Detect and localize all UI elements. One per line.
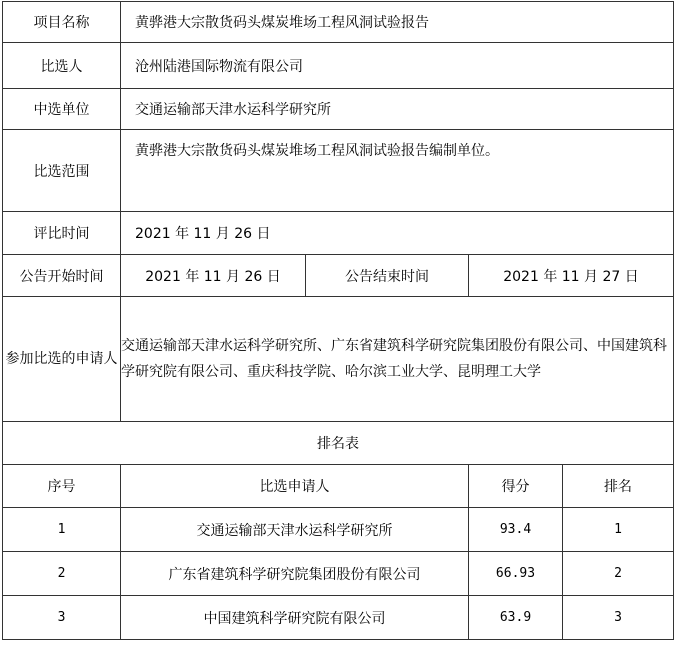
result-table bbox=[2, 1, 674, 640]
row-project bbox=[3, 2, 674, 43]
ranking-header-score: 得分 bbox=[469, 465, 563, 508]
ranking-header-rank: 排名 bbox=[563, 465, 674, 508]
applicant-label: 比选人 bbox=[3, 43, 121, 89]
participants-value: 交通运输部天津水运科学研究所、广东省建筑科学研究院集团股份有限公司、中国建筑科学研究院有限公司、重庆科技学院、哈尔滨工业大学、昆明理工大学 bbox=[121, 297, 674, 422]
scope-label: 比选范围 bbox=[3, 130, 121, 212]
row-participants bbox=[3, 297, 674, 422]
ranking-row-score: 63.9 bbox=[469, 596, 563, 640]
ranking-row-rank: 3 bbox=[563, 596, 674, 640]
project-label: 项目名称 bbox=[3, 2, 121, 43]
row-ranking-title bbox=[3, 422, 674, 465]
ranking-row-name: 中国建筑科学研究院有限公司 bbox=[121, 596, 469, 640]
notice-start-value: 2021 年 11 月 26 日 bbox=[121, 255, 306, 297]
ranking-row bbox=[3, 596, 674, 640]
row-scope bbox=[3, 130, 674, 212]
applicant-value: 沧州陆港国际物流有限公司 bbox=[121, 43, 674, 89]
notice-start-label: 公告开始时间 bbox=[3, 255, 121, 297]
row-winner bbox=[3, 89, 674, 130]
winner-value: 交通运输部天津水运科学研究所 bbox=[121, 89, 674, 130]
ranking-header-no: 序号 bbox=[3, 465, 121, 508]
ranking-row-rank: 1 bbox=[563, 508, 674, 552]
ranking-row-name: 广东省建筑科学研究院集团股份有限公司 bbox=[121, 552, 469, 596]
ranking-row-name: 交通运输部天津水运科学研究所 bbox=[121, 508, 469, 552]
ranking-header-name: 比选申请人 bbox=[121, 465, 469, 508]
row-notice-period bbox=[3, 255, 674, 297]
participants-label: 参加比选的申请人 bbox=[3, 297, 121, 422]
row-eval-time bbox=[3, 212, 674, 255]
eval-time-value: 2021 年 11 月 26 日 bbox=[121, 212, 674, 255]
notice-end-label: 公告结束时间 bbox=[306, 255, 469, 297]
eval-time-label: 评比时间 bbox=[3, 212, 121, 255]
ranking-row-no: 3 bbox=[3, 596, 121, 640]
project-value: 黄骅港大宗散货码头煤炭堆场工程风洞试验报告 bbox=[121, 2, 674, 43]
ranking-row-no: 2 bbox=[3, 552, 121, 596]
row-applicant bbox=[3, 43, 674, 89]
ranking-row-rank: 2 bbox=[563, 552, 674, 596]
ranking-title: 排名表 bbox=[3, 422, 674, 465]
ranking-row-score: 66.93 bbox=[469, 552, 563, 596]
ranking-row bbox=[3, 552, 674, 596]
winner-label: 中选单位 bbox=[3, 89, 121, 130]
ranking-row-score: 93.4 bbox=[469, 508, 563, 552]
scope-value: 黄骅港大宗散货码头煤炭堆场工程风洞试验报告编制单位。 bbox=[121, 130, 674, 212]
notice-end-value: 2021 年 11 月 27 日 bbox=[469, 255, 674, 297]
ranking-header-row bbox=[3, 465, 674, 508]
ranking-row bbox=[3, 508, 674, 552]
ranking-row-no: 1 bbox=[3, 508, 121, 552]
